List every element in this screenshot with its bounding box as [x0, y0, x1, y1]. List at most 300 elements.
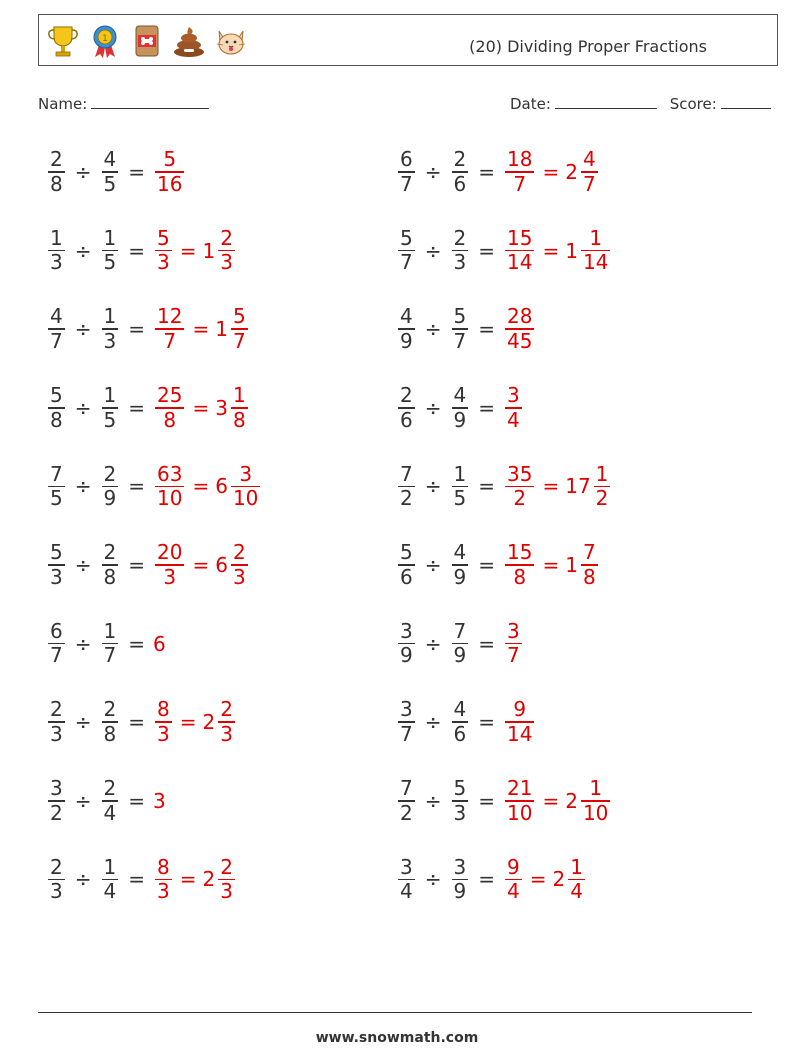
dividend-fraction: [398, 620, 415, 668]
dividend-fraction: [48, 698, 65, 746]
equals-sign: =: [179, 867, 197, 892]
whole-number: 3: [215, 395, 228, 420]
mixed-fraction-denominator: 7: [232, 328, 246, 353]
answer: [503, 698, 536, 746]
dividend-fraction: [48, 384, 65, 432]
mixed-fraction-numerator: 1: [232, 383, 246, 408]
date-blank[interactable]: [555, 94, 657, 109]
divisor-fraction-denominator: 9: [453, 564, 467, 589]
divisor-fraction: [102, 148, 119, 196]
problem-item: [396, 614, 524, 674]
divisor-fraction: [102, 541, 119, 589]
dividend-fraction-numerator: 4: [50, 304, 63, 329]
divisor-fraction: [102, 777, 119, 825]
score-label: Score:: [669, 95, 717, 113]
improper-answer: [505, 227, 534, 275]
problem-item: [46, 849, 237, 909]
dividend-fraction-numerator: 7: [400, 461, 413, 486]
divisor-fraction-denominator: 9: [453, 643, 467, 668]
divisor-fraction: [452, 463, 469, 511]
equals-sign: =: [478, 788, 495, 813]
dividend-fraction-numerator: 7: [50, 461, 63, 486]
divisor-fraction: [452, 541, 469, 589]
divisor-fraction-numerator: 7: [453, 618, 467, 643]
dividend-fraction-denominator: 6: [400, 407, 413, 432]
mixed-fraction: [231, 384, 248, 432]
divisor-fraction-numerator: 2: [103, 776, 117, 801]
divide-sign: ÷: [74, 788, 92, 813]
dividend-fraction-numerator: 5: [400, 225, 413, 250]
divisor-fraction-numerator: 2: [103, 540, 117, 565]
equals-sign: =: [128, 395, 145, 420]
mixed-fraction-numerator: 4: [582, 147, 596, 172]
problem-item: [46, 142, 186, 202]
improper-answer-denominator: 8: [163, 407, 177, 432]
equals-sign: =: [478, 553, 495, 577]
icon-strip: [45, 21, 249, 61]
equals-sign: =: [192, 317, 210, 342]
equals-sign: =: [128, 788, 145, 813]
equals-sign: =: [478, 631, 495, 656]
divisor-fraction-denominator: 9: [453, 407, 467, 432]
date-score-field: [510, 94, 771, 113]
dividend-fraction-numerator: 3: [400, 854, 413, 879]
dividend-fraction-denominator: 7: [400, 171, 413, 196]
problem-item: [46, 456, 262, 516]
improper-answer-numerator: 25: [157, 383, 183, 408]
equals-sign: =: [128, 160, 145, 184]
improper-answer: [505, 856, 522, 904]
dividend-fraction: [48, 620, 65, 668]
divide-sign: ÷: [424, 317, 442, 342]
dividend-fraction-denominator: 7: [50, 328, 63, 353]
equals-sign: =: [478, 160, 495, 184]
divisor-fraction-denominator: 3: [453, 250, 467, 275]
mixed-fraction-denominator: 3: [232, 564, 246, 589]
mixed-fraction: [218, 698, 235, 746]
dividend-fraction-denominator: 7: [50, 643, 63, 668]
dividend-fraction: [398, 777, 415, 825]
answer: [153, 632, 167, 656]
improper-answer-denominator: 16: [157, 171, 183, 196]
divide-sign: ÷: [424, 474, 442, 499]
mixed-fraction-denominator: 7: [582, 171, 596, 196]
equals-sign: =: [542, 474, 560, 499]
improper-answer-numerator: 20: [157, 540, 183, 565]
equals-sign: =: [478, 474, 495, 499]
improper-answer: [505, 384, 522, 432]
whole-number: 1: [565, 238, 578, 263]
divisor-fraction-denominator: 4: [103, 879, 117, 904]
whole-number: 2: [565, 160, 578, 184]
equals-sign: =: [128, 553, 145, 577]
divisor-fraction-numerator: 2: [453, 225, 467, 250]
dividend-fraction-numerator: 5: [400, 540, 413, 565]
improper-answer-numerator: 12: [157, 304, 183, 329]
equals-sign: =: [128, 710, 145, 735]
dividend-fraction-numerator: 2: [50, 854, 63, 879]
equals-sign: =: [542, 160, 560, 184]
dividend-fraction-numerator: 2: [50, 147, 63, 172]
divisor-fraction-denominator: 5: [103, 407, 117, 432]
dividend-fraction: [398, 463, 415, 511]
dividend-fraction: [398, 856, 415, 904]
dividend-fraction: [48, 856, 65, 904]
equals-sign: =: [128, 631, 145, 656]
mixed-fraction-denominator: 10: [582, 800, 609, 825]
trophy-icon: [45, 23, 81, 59]
dividend-fraction-denominator: 3: [50, 721, 63, 746]
improper-answer-numerator: 21: [507, 776, 533, 801]
divisor-fraction-denominator: 7: [453, 328, 467, 353]
divisor-fraction: [102, 463, 119, 511]
equals-sign: =: [542, 238, 560, 263]
mixed-fraction-numerator: 2: [220, 697, 233, 722]
dividend-fraction-numerator: 6: [50, 618, 63, 643]
improper-answer: [505, 620, 522, 668]
mixed-fraction-numerator: 2: [232, 540, 246, 565]
improper-answer: [505, 148, 534, 196]
dividend-fraction-denominator: 8: [50, 171, 63, 196]
mixed-fraction-denominator: 8: [582, 564, 596, 589]
mixed-fraction: [581, 148, 598, 196]
problem-item: [46, 771, 167, 831]
mixed-fraction-denominator: 2: [595, 486, 609, 511]
problem-item: [46, 299, 250, 359]
divisor-fraction-denominator: 5: [453, 486, 467, 511]
improper-answer-numerator: 3: [507, 383, 520, 408]
improper-answer-denominator: 10: [157, 486, 183, 511]
improper-answer-denominator: 14: [507, 721, 533, 746]
mixed-fraction: [581, 541, 598, 589]
problem-item: [396, 849, 587, 909]
dividend-fraction-numerator: 2: [400, 383, 413, 408]
divide-sign: ÷: [74, 474, 92, 499]
divisor-fraction-denominator: 9: [103, 486, 117, 511]
divide-sign: ÷: [74, 867, 92, 892]
improper-answer-numerator: 15: [507, 540, 533, 565]
divisor-fraction: [102, 856, 119, 904]
whole-number: 1: [202, 238, 216, 263]
mixed-fraction-numerator: 1: [595, 461, 609, 486]
answer: [503, 620, 524, 668]
divisor-fraction-numerator: 4: [453, 697, 467, 722]
whole-number: 2: [552, 867, 566, 892]
improper-answer-numerator: 28: [507, 304, 533, 329]
divisor-fraction: [102, 384, 119, 432]
improper-answer: [155, 698, 172, 746]
improper-answer-numerator: 35: [507, 461, 533, 486]
header-box: [38, 14, 778, 66]
whole-number: 6: [215, 474, 228, 499]
divisor-fraction-numerator: 4: [453, 383, 467, 408]
divide-sign: ÷: [74, 160, 92, 184]
date-label: Date:: [510, 95, 551, 113]
improper-answer-numerator: 5: [163, 147, 177, 172]
mixed-fraction: [231, 305, 248, 353]
dividend-fraction: [48, 305, 65, 353]
mixed-fraction-denominator: 3: [220, 250, 233, 275]
whole-number: 2: [202, 867, 216, 892]
answer: [153, 305, 250, 353]
improper-answer-denominator: 2: [513, 486, 527, 511]
whole-number: 6: [215, 553, 228, 577]
improper-answer: [505, 777, 534, 825]
dividend-fraction-denominator: 3: [50, 250, 63, 275]
whole-number: 6: [153, 631, 166, 656]
score-blank[interactable]: [721, 94, 771, 109]
mixed-fraction-denominator: 3: [220, 721, 233, 746]
dividend-fraction-numerator: 4: [400, 304, 413, 329]
improper-answer: [155, 384, 184, 432]
improper-answer: [155, 856, 172, 904]
answer: [503, 305, 536, 353]
dividend-fraction-denominator: 8: [50, 407, 63, 432]
dividend-fraction: [398, 305, 415, 353]
whole-number: 17: [565, 474, 591, 499]
dividend-fraction-denominator: 4: [400, 879, 413, 904]
dividend-fraction-denominator: 5: [50, 486, 63, 511]
whole-number: 1: [215, 317, 228, 342]
divisor-fraction-numerator: 1: [453, 461, 467, 486]
whole-number: 2: [565, 788, 578, 813]
dividend-fraction-denominator: 2: [400, 800, 413, 825]
problem-item: [46, 378, 250, 438]
answer: [153, 789, 167, 813]
divisor-fraction-numerator: 1: [103, 618, 117, 643]
improper-answer-numerator: 8: [157, 697, 170, 722]
mixed-fraction-numerator: 3: [239, 461, 253, 486]
problem-item: [46, 221, 237, 281]
dividend-fraction: [48, 777, 65, 825]
divisor-fraction-numerator: 2: [103, 461, 117, 486]
problem-item: [46, 535, 250, 595]
answer: [503, 227, 612, 275]
mixed-fraction-denominator: 14: [582, 250, 609, 275]
dividend-fraction-numerator: 7: [400, 776, 413, 801]
equals-sign: =: [542, 788, 560, 813]
divide-sign: ÷: [424, 160, 442, 184]
divisor-fraction-numerator: 3: [453, 854, 467, 879]
improper-answer-denominator: 14: [507, 250, 533, 275]
equals-sign: =: [192, 395, 210, 420]
divisor-fraction-numerator: 1: [103, 383, 117, 408]
dividend-fraction: [398, 148, 415, 196]
divide-sign: ÷: [424, 238, 442, 263]
equals-sign: =: [128, 238, 145, 263]
equals-sign: =: [478, 238, 495, 263]
mixed-fraction-numerator: 2: [220, 225, 233, 250]
equals-sign: =: [128, 867, 145, 892]
divisor-fraction-denominator: 8: [103, 721, 117, 746]
answer: [503, 384, 524, 432]
dividend-fraction: [398, 384, 415, 432]
divide-sign: ÷: [74, 710, 92, 735]
improper-answer: [505, 463, 534, 511]
answer: [503, 777, 612, 825]
divisor-fraction-denominator: 5: [103, 250, 117, 275]
dividend-fraction-numerator: 2: [50, 697, 63, 722]
improper-answer-denominator: 7: [513, 171, 527, 196]
equals-sign: =: [192, 474, 210, 499]
divisor-fraction: [452, 384, 469, 432]
improper-answer-numerator: 8: [157, 854, 170, 879]
answer: [503, 856, 587, 904]
problem-item: [46, 614, 167, 674]
mixed-fraction-denominator: 3: [220, 879, 233, 904]
dividend-fraction-denominator: 9: [400, 643, 413, 668]
divisor-fraction: [452, 620, 469, 668]
dividend-fraction-numerator: 5: [50, 383, 63, 408]
divisor-fraction-numerator: 5: [453, 776, 467, 801]
answer: [153, 227, 237, 275]
divide-sign: ÷: [424, 788, 442, 813]
dividend-fraction: [398, 541, 415, 589]
equals-sign: =: [478, 317, 495, 342]
divisor-fraction-denominator: 8: [103, 564, 117, 589]
footer-url[interactable]: www.snowmath.com: [315, 1030, 479, 1046]
dividend-fraction-denominator: 7: [400, 250, 413, 275]
mixed-fraction: [594, 463, 611, 511]
improper-answer-denominator: 10: [507, 800, 533, 825]
divisor-fraction-numerator: 5: [453, 304, 467, 329]
answer: [153, 698, 237, 746]
improper-answer-denominator: 8: [513, 564, 527, 589]
divisor-fraction: [102, 698, 119, 746]
divisor-fraction: [452, 148, 469, 196]
equals-sign: =: [478, 395, 495, 420]
improper-answer: [505, 305, 534, 353]
improper-answer-denominator: 3: [157, 879, 170, 904]
improper-answer-numerator: 63: [157, 461, 183, 486]
divisor-fraction: [452, 777, 469, 825]
improper-answer: [155, 541, 184, 589]
problem-item: [396, 771, 612, 831]
improper-answer-numerator: 15: [507, 225, 533, 250]
dividend-fraction: [48, 541, 65, 589]
improper-answer-denominator: 4: [507, 407, 520, 432]
divisor-fraction: [452, 698, 469, 746]
divisor-fraction: [452, 305, 469, 353]
problem-item: [396, 378, 524, 438]
svg-text:1: 1: [102, 34, 108, 44]
divisor-fraction-denominator: 6: [453, 721, 467, 746]
dividend-fraction: [398, 227, 415, 275]
mixed-fraction: [231, 463, 260, 511]
divisor-fraction-denominator: 9: [453, 879, 467, 904]
improper-answer-denominator: 7: [507, 643, 520, 668]
dividend-fraction-numerator: 3: [400, 618, 413, 643]
divide-sign: ÷: [424, 867, 442, 892]
divisor-fraction-numerator: 4: [103, 147, 117, 172]
dividend-fraction-denominator: 2: [50, 800, 63, 825]
divisor-fraction-denominator: 6: [453, 171, 467, 196]
improper-answer: [155, 148, 184, 196]
name-blank[interactable]: [91, 94, 209, 109]
improper-answer-numerator: 5: [157, 225, 170, 250]
problem-item: [396, 221, 612, 281]
divisor-fraction-numerator: 4: [453, 540, 467, 565]
dividend-fraction-numerator: 5: [50, 540, 63, 565]
improper-answer-numerator: 3: [507, 618, 520, 643]
mixed-fraction-numerator: 7: [582, 540, 596, 565]
divisor-fraction-numerator: 1: [103, 854, 117, 879]
divisor-fraction-denominator: 3: [453, 800, 467, 825]
divide-sign: ÷: [74, 553, 92, 577]
equals-sign: =: [128, 474, 145, 499]
divisor-fraction-denominator: 3: [103, 328, 117, 353]
name-label: Name:: [38, 95, 88, 113]
improper-answer-denominator: 45: [507, 328, 533, 353]
divide-sign: ÷: [74, 317, 92, 342]
answer: [153, 856, 237, 904]
divide-sign: ÷: [424, 395, 442, 420]
mixed-fraction-numerator: 2: [220, 854, 233, 879]
improper-answer-denominator: 3: [163, 564, 177, 589]
medal-icon: [87, 23, 123, 59]
mixed-fraction-denominator: 4: [570, 879, 583, 904]
divisor-fraction-denominator: 4: [103, 800, 117, 825]
equals-sign: =: [478, 867, 495, 892]
improper-answer: [505, 541, 534, 589]
improper-answer-denominator: 3: [157, 721, 170, 746]
dividend-fraction-denominator: 3: [50, 879, 63, 904]
answer: [503, 148, 600, 196]
divisor-fraction: [102, 227, 119, 275]
divisor-fraction: [452, 227, 469, 275]
dividend-fraction-denominator: 6: [400, 564, 413, 589]
improper-answer: [155, 227, 172, 275]
whole-number: 2: [202, 710, 216, 735]
problem-item: [396, 692, 536, 752]
dividend-fraction-numerator: 3: [400, 697, 413, 722]
mixed-fraction-denominator: 8: [232, 407, 246, 432]
divide-sign: ÷: [74, 238, 92, 263]
problem-item: [396, 299, 536, 359]
improper-answer-denominator: 7: [163, 328, 177, 353]
whole-number: 3: [153, 788, 166, 813]
dividend-fraction-numerator: 3: [50, 776, 63, 801]
mixed-fraction: [218, 856, 235, 904]
divisor-fraction-numerator: 1: [103, 304, 117, 329]
answer: [153, 148, 186, 196]
dividend-fraction-denominator: 9: [400, 328, 413, 353]
dividend-fraction: [48, 148, 65, 196]
divisor-fraction-denominator: 5: [103, 171, 117, 196]
divide-sign: ÷: [74, 395, 92, 420]
dividend-fraction-numerator: 1: [50, 225, 63, 250]
answer: [503, 463, 612, 511]
divisor-fraction-numerator: 1: [103, 225, 117, 250]
improper-answer: [505, 698, 534, 746]
equals-sign: =: [192, 553, 210, 577]
equals-sign: =: [128, 317, 145, 342]
divide-sign: ÷: [74, 631, 92, 656]
improper-answer: [155, 305, 184, 353]
equals-sign: =: [179, 710, 197, 735]
dividend-fraction: [398, 698, 415, 746]
mixed-fraction-numerator: 5: [232, 304, 246, 329]
answer: [503, 541, 600, 589]
name-field[interactable]: [38, 94, 209, 113]
improper-answer-numerator: 9: [513, 697, 527, 722]
divisor-fraction-numerator: 2: [103, 697, 117, 722]
answer: [153, 541, 250, 589]
divisor-fraction: [102, 620, 119, 668]
mixed-fraction: [581, 777, 610, 825]
equals-sign: =: [542, 553, 560, 577]
improper-answer-numerator: 9: [507, 854, 520, 879]
